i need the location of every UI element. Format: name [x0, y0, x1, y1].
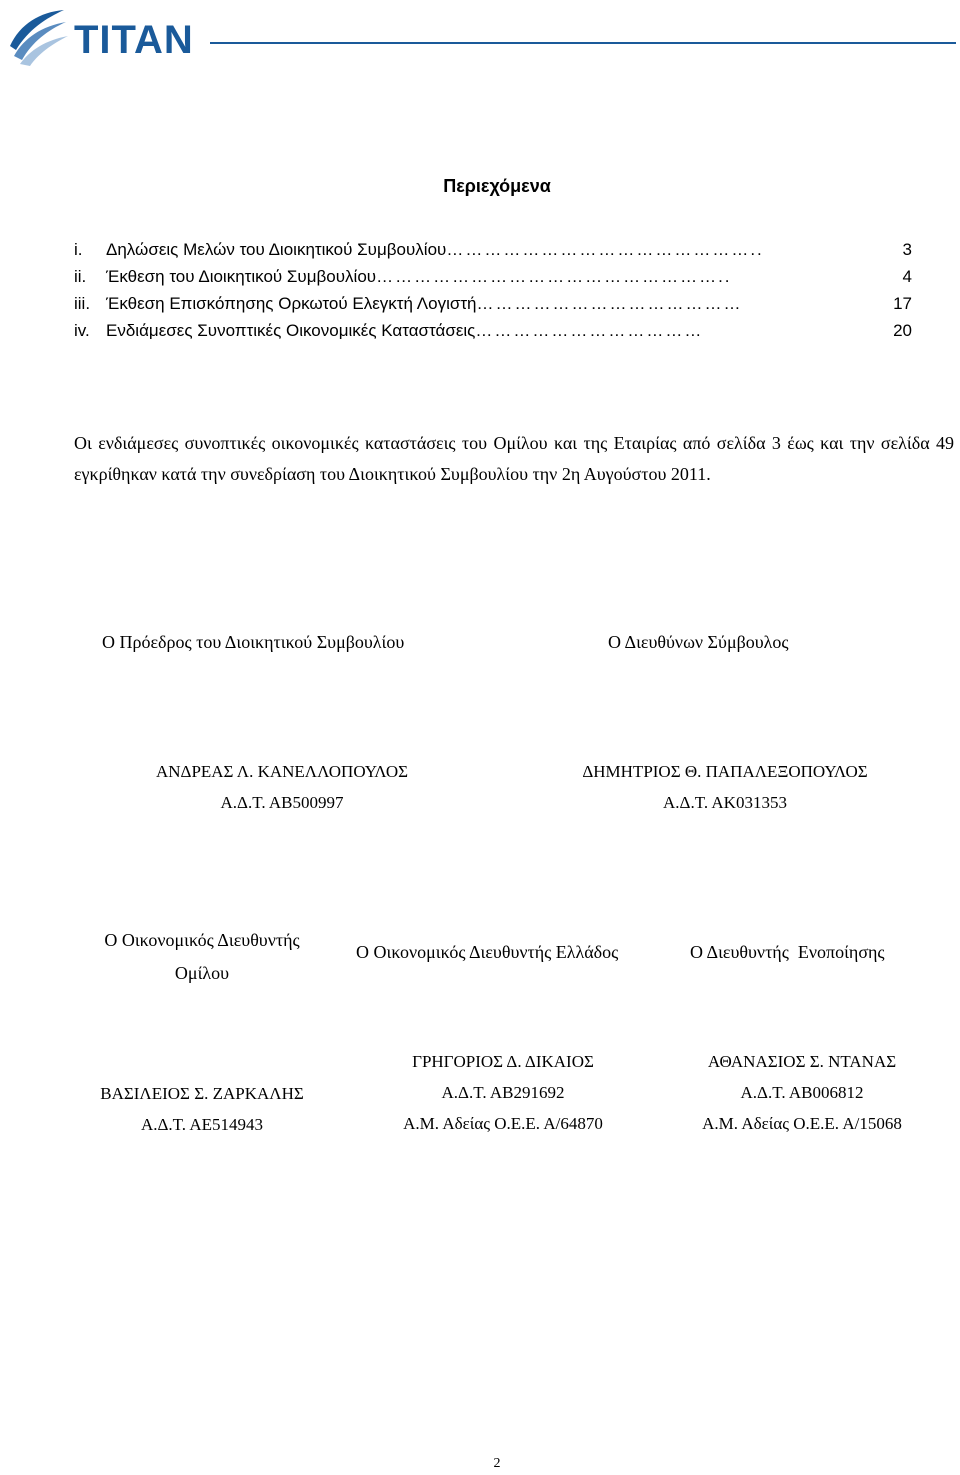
signatory-name: ΑΘΑΝΑΣΙΟΣ Σ. ΝΤΑΝΑΣ: [707, 1052, 897, 1071]
approval-paragraph: Οι ενδιάμεσες συνοπτικές οικονομικές καταστάσεις του Ομίλου και της Εταιρίας από σελίδα 3 έως και την σελίδα 49 εγκρίθηκαν κατά την συνεδρίαση του Διοικητικού Συμβουλίου την 2η Αυγούστου 2011.: [74, 433, 954, 484]
toc-item-page: 3: [902, 240, 912, 259]
signatory-name: ΓΡΗΓΟΡΙΟΣ Δ. ΔΙΚΑΙΟΣ: [412, 1052, 594, 1071]
titan-logo-text: TITAN: [74, 18, 194, 62]
signatory-id: Α.Δ.Τ. ΑΕ514943: [140, 1115, 264, 1134]
signatory-role-consolidation: Ο Διευθυντής Ενοποίησης: [690, 942, 885, 962]
toc-item: [74, 240, 912, 267]
signatory-id: Α.Δ.Τ. ΑΒ006812: [740, 1083, 864, 1102]
signatory-role-group-cfo: [72, 924, 332, 990]
toc-item-text: Έκθεση Επισκόπησης Ορκωτού Ελεγκτή Λογιστή: [106, 294, 477, 313]
signatory-name: ΑΝΔΡΕΑΣ Λ. ΚΑΝΕΛΛΟΠΟΥΛΟΣ: [155, 762, 409, 781]
toc-item-number: iv.: [74, 321, 90, 340]
signatory-chairman: [102, 756, 462, 818]
signatory-role-chairman: Ο Πρόεδρος του Διοικητικού Συμβουλίου: [102, 632, 405, 652]
toc-item-number: iii.: [74, 294, 91, 313]
signatory-license: Α.Μ. Αδείας Ο.Ε.Ε. Α/15068: [702, 1114, 902, 1133]
toc-item-leader: …………………………………………..: [446, 240, 764, 259]
signatory-name: ΒΑΣΙΛΕΙΟΣ Σ. ΖΑΡΚΑΛΗΣ: [100, 1084, 304, 1103]
signatory-role-line: Ο Οικονομικός Διευθυντής: [104, 930, 300, 950]
table-of-contents: [74, 240, 912, 348]
toc-item-page: 17: [893, 294, 912, 313]
signatory-consolidation: [680, 1046, 924, 1139]
page-number: 2: [493, 1456, 501, 1471]
signatory-group-cfo: [72, 1078, 332, 1140]
signatory-greece-cfo: [372, 1046, 634, 1139]
signatory-id: Α.Δ.Τ. ΑΒ291692: [441, 1083, 565, 1102]
signatory-role-greece-cfo: Ο Οικονομικός Διευθυντής Ελλάδος: [356, 942, 619, 962]
signatory-id: Α.Δ.Τ. ΑΚ031353: [663, 793, 787, 812]
toc-item: [74, 267, 912, 294]
toc-title: Περιεχόμενα: [443, 176, 551, 196]
toc-item-text: Ενδιάμεσες Συνοπτικές Οικονομικές Καταστάσεις: [106, 321, 476, 340]
toc-item: [74, 294, 912, 321]
toc-item-text: Δηλώσεις Μελών του Διοικητικού Συμβουλίου: [106, 240, 447, 259]
signatory-name: ΔΗΜΗΤΡΙΟΣ Θ. ΠΑΠΑΛΕΞΟΠΟΥΛΟΣ: [582, 762, 868, 781]
header-rule: [210, 42, 956, 44]
toc-item-number: ii.: [74, 267, 87, 286]
toc-item: [74, 321, 912, 348]
toc-item-page: 4: [902, 267, 912, 286]
toc-item-leader: ……………………………………: [476, 294, 743, 313]
toc-item-leader: ………………………………………………..: [376, 267, 732, 286]
toc-item-page: 20: [893, 321, 912, 340]
titan-logo-swoosh-icon: [6, 6, 70, 68]
toc-item-text: Έκθεση του Διοικητικού Συμβουλίου: [106, 267, 377, 286]
signatory-license: Α.Μ. Αδείας Ο.Ε.Ε. Α/64870: [403, 1114, 603, 1133]
signatory-role-line: Ομίλου: [174, 963, 230, 983]
signatory-role-ceo: Ο Διευθύνων Σύμβουλος: [608, 632, 789, 652]
toc-item-number: i.: [74, 240, 83, 259]
signatory-ceo: [570, 756, 880, 818]
page-header: [0, 0, 960, 80]
toc-item-leader: ………………………………: [475, 321, 704, 340]
signatory-id: Α.Δ.Τ. ΑΒ500997: [220, 793, 344, 812]
